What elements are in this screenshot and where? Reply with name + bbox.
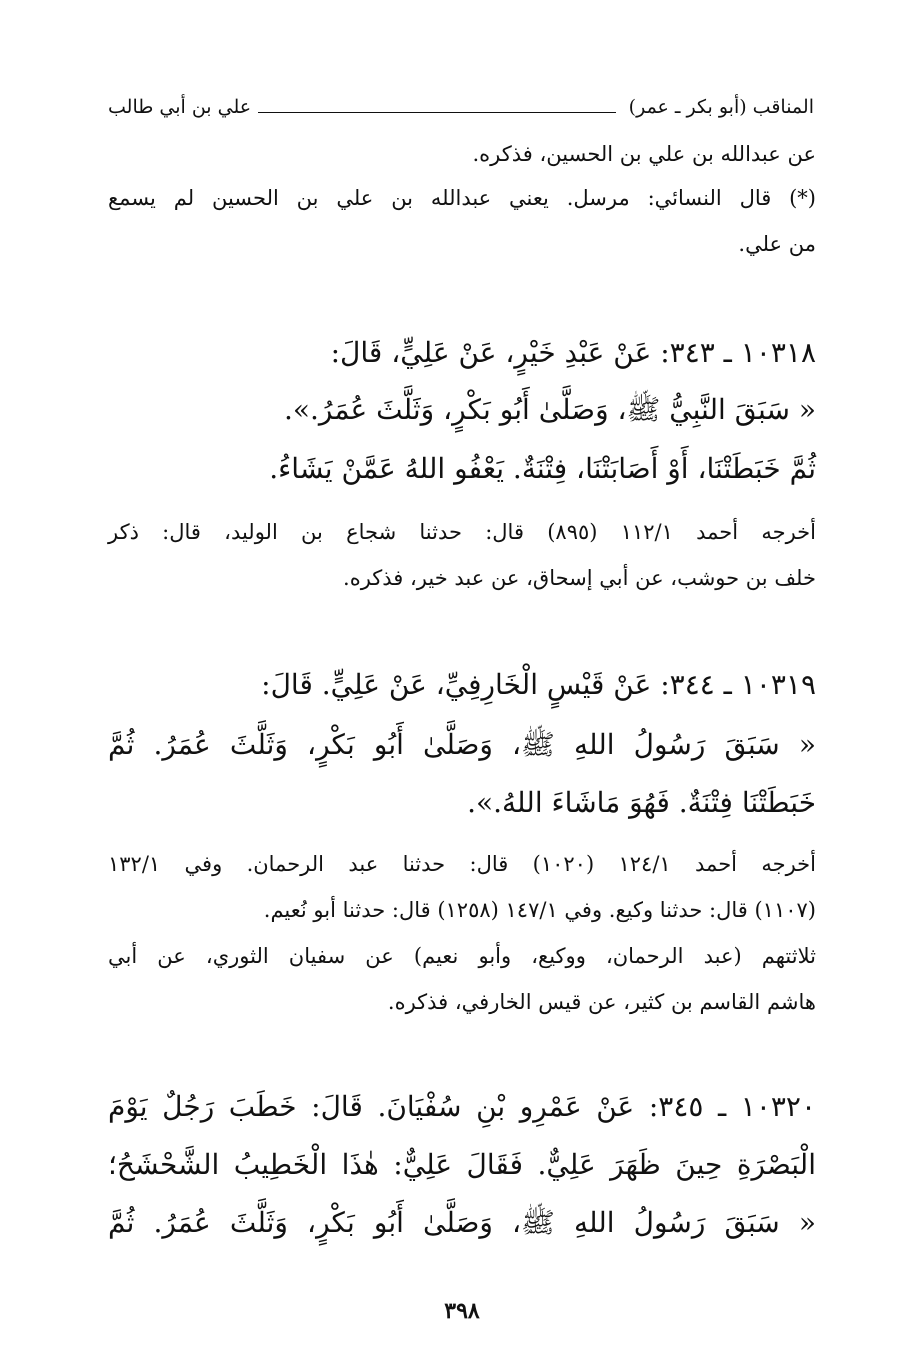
note-line: (١١٠٧) قال: حدثنا وكيع. وفي ١٤٧/١ (١٢٥٨) قال: حدثنا أبو نُعيم. — [263, 898, 816, 922]
note-line: (*) قال النسائي: مرسل. يعني عبدالله بن علي بن الحسين لم يسمع — [108, 186, 816, 210]
page-number: ٣٩٨ — [444, 1298, 480, 1324]
running-header — [108, 96, 814, 130]
note-line: أخرجه أحمد ١١٢/١ (٨٩٥) قال: حدثنا شجاع بن الوليد، قال: ذكر — [108, 520, 816, 544]
hadith-line: ثُمَّ خَبَطَتْنَا، أَوْ أَصَابَتْنَا، فِتْنَةٌ. يَعْفُو اللهُ عَمَّنْ يَشَاءُ. — [269, 452, 816, 485]
header-rule — [258, 112, 616, 113]
hadith-line: « سَبَقَ رَسُولُ اللهِ ﷺ، وَصَلَّىٰ أَبُو بَكْرٍ، وَثَلَّثَ عُمَرُ. ثُمَّ — [108, 1206, 816, 1239]
hadith-line: ١٠٣١٨ ـ ٣٤٣: عَنْ عَبْدِ خَيْرٍ، عَنْ عَلِيٍّ، قَالَ: — [330, 336, 816, 369]
note-line: عن عبدالله بن علي بن الحسين، فذكره. — [472, 142, 816, 166]
hadith-line: خَبَطَتْنَا فِتْنَةٌ. فَهُوَ مَاشَاءَ اللهُ.». — [467, 786, 816, 819]
hadith-line: ١٠٣١٩ ـ ٣٤٤: عَنْ قَيْسٍ الْخَارِفِيِّ، عَنْ عَلِيٍّ. قَالَ: — [261, 668, 816, 701]
note-line: ثلاثتهم (عبد الرحمان، ووكيع، وأبو نعيم) عن سفيان الثوري، عن أبي — [108, 944, 816, 968]
hadith-line: ١٠٣٢٠ ـ ٣٤٥: عَنْ عَمْرِو بْنِ سُفْيَانَ. قَالَ: خَطَبَ رَجُلٌ يَوْمَ — [108, 1090, 816, 1123]
hadith-line: « سَبَقَ النَّبِيُّ ﷺ، وَصَلَّىٰ أَبُو بَكْرٍ، وَثَلَّثَ عُمَرُ.». — [283, 393, 816, 426]
note-line: من علي. — [738, 232, 816, 256]
hadith-line: الْبَصْرَةِ حِينَ ظَهَرَ عَلِيٌّ. فَقَالَ عَلِيٌّ: هٰذَا الْخَطِيبُ الشَّحْشَحُ؛ — [108, 1148, 816, 1181]
header-section-title: المناقب (أبو بكر ـ عمر) — [628, 96, 814, 118]
note-line: خلف بن حوشب، عن أبي إسحاق، عن عبد خير، فذكره. — [343, 566, 816, 590]
note-line: هاشم القاسم بن كثير، عن قيس الخارفي، فذكره. — [387, 990, 816, 1014]
header-chapter-title: علي بن أبي طالب — [108, 96, 252, 118]
note-line: أخرجه أحمد ١٢٤/١ (١٠٢٠) قال: حدثنا عبد الرحمان. وفي ١٣٢/١ — [108, 852, 816, 876]
hadith-line: « سَبَقَ رَسُولُ اللهِ ﷺ، وَصَلَّىٰ أَبُو بَكْرٍ، وَثَلَّثَ عُمَرُ. ثُمَّ — [108, 728, 816, 761]
